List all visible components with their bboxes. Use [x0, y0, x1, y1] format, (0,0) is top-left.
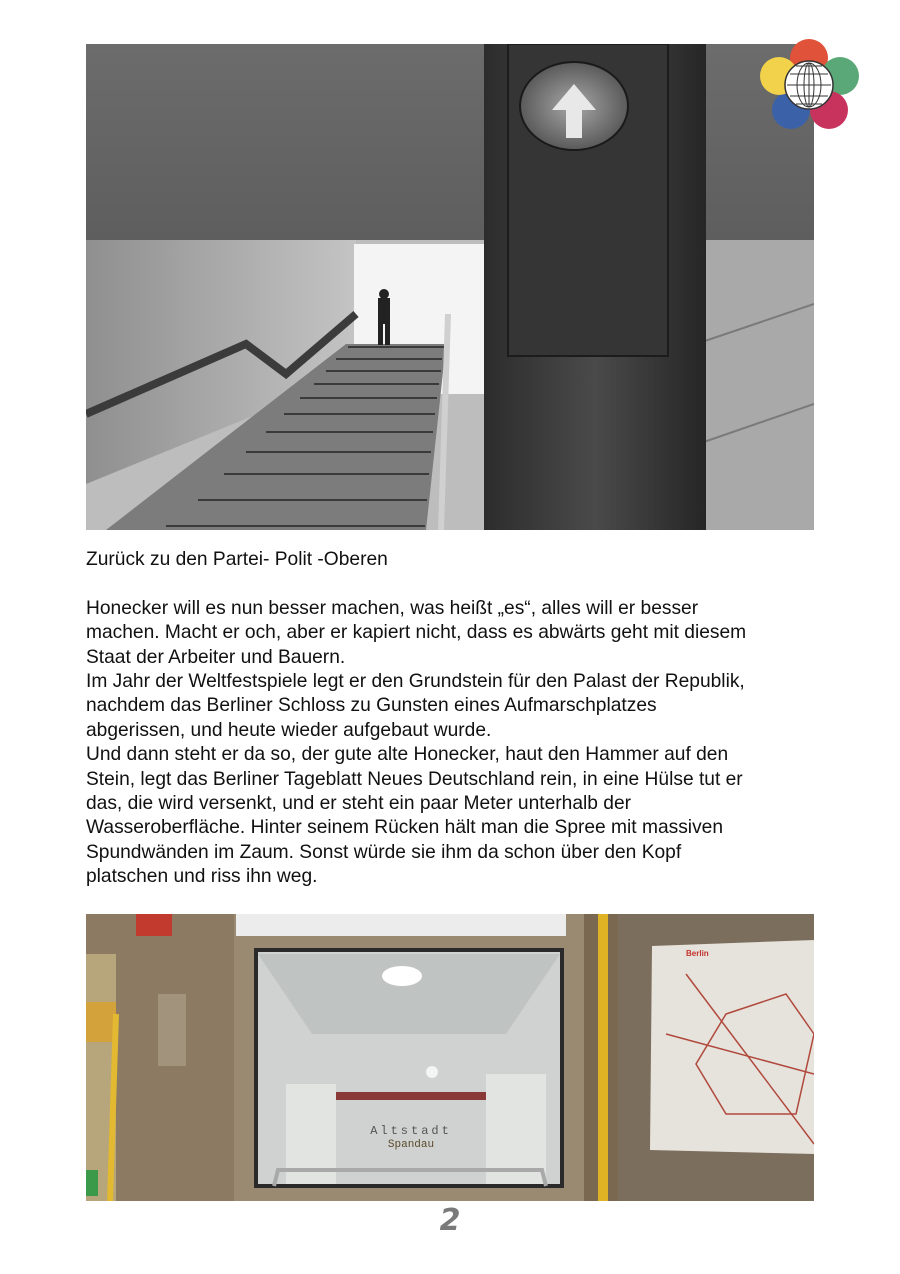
- section-heading: Zurück zu den Partei- Polit -Oberen: [86, 549, 388, 570]
- paragraph-1: Honecker will es nun besser machen, was heißt „es“, alles will er besser machen. Macht er och, aber er kapiert nicht, dass es abwärts geht mit diesem Staat der Arbeiter und Bauern.: [86, 597, 747, 668]
- station-sign-line2: Spandau: [387, 1139, 435, 1151]
- map-title: Berlin: [686, 949, 709, 958]
- arrow-up-icon: [544, 80, 604, 140]
- stairway-illustration: [86, 44, 814, 530]
- festival-flower-globe-logo: [758, 36, 860, 134]
- photo-ubahn-station: [86, 914, 814, 1201]
- photo-stairway: [86, 44, 814, 530]
- ubahn-illustration: [86, 914, 814, 1201]
- station-sign-line1: Altstadt: [370, 1124, 452, 1138]
- page-number: 2: [439, 1203, 461, 1238]
- paragraph-2: Im Jahr der Weltfestspiele legt er den Grundstein für den Palast der Republik, nachdem das Berliner Schloss zu Gunsten eines Aufmarschplatzes abgerissen, und heute wieder aufgebaut wurde.: [86, 671, 745, 741]
- paragraph-3: Und dann steht er da so, der gute alte Honecker, haut den Hammer auf den Stein, legt das Berliner Tageblatt Neues Deutschland rein, in eine Hülse tut er das, die wird versenkt, und er steht ein paar Meter unterhalb der Wasseroberfläche. Hinter seinem Rücken hält man die Spree mit massiven Spundwänden im Zaum. Sonst würde sie ihm da schon über den Kopf platschen und riss ihn weg.: [86, 744, 743, 888]
- globe-icon: [785, 61, 833, 109]
- article-text: [86, 548, 826, 890]
